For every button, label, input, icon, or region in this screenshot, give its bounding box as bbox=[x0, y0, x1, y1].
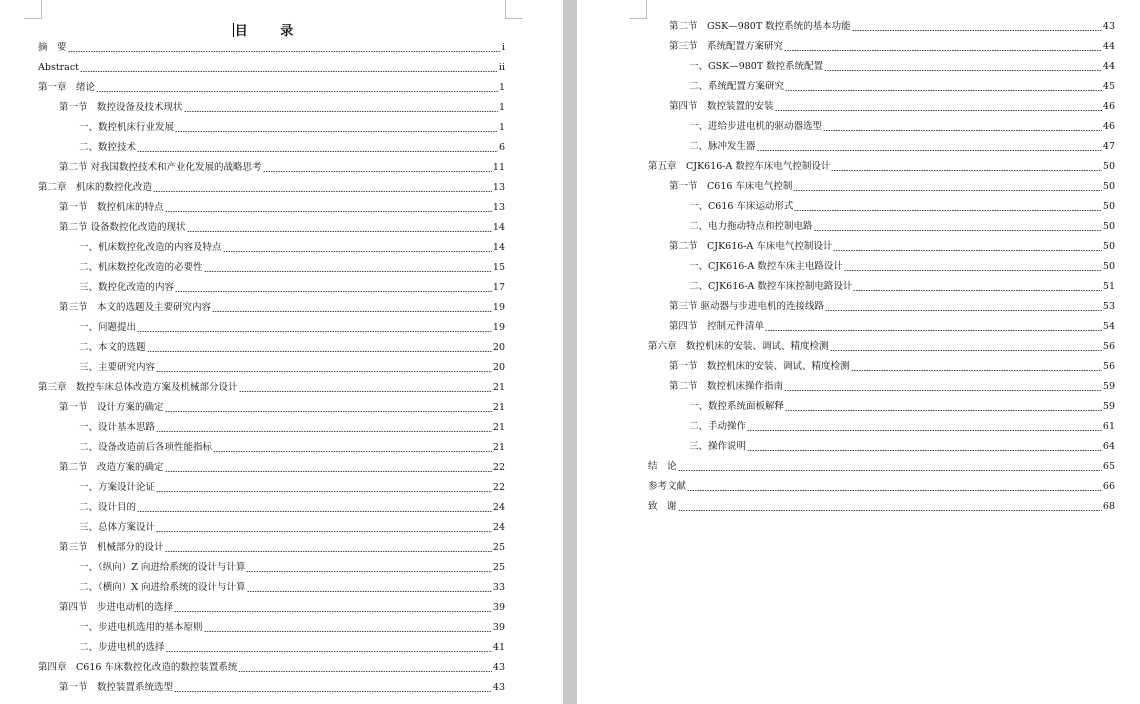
toc-entry-page: 54 bbox=[1102, 321, 1115, 332]
toc-leader-dots bbox=[156, 371, 492, 372]
toc-leader-dots bbox=[166, 651, 492, 652]
toc-entry-page: 59 bbox=[1102, 401, 1115, 412]
toc-entry[interactable] bbox=[59, 601, 505, 615]
toc-entry-page: 61 bbox=[1102, 421, 1115, 432]
toc-entry-title: 二、电力拖动特点和控制电路 bbox=[689, 221, 813, 232]
toc-entry-page: 65 bbox=[1102, 461, 1115, 472]
page-gutter bbox=[563, 0, 577, 704]
toc-entry-page: 19 bbox=[492, 302, 505, 313]
toc-leader-dots bbox=[156, 431, 492, 432]
toc-entry-title: 三、总体方案设计 bbox=[79, 522, 156, 533]
toc-entry-title: 一、问题提出 bbox=[79, 322, 137, 333]
toc-entry-title: 第一节 设计方案的确定 bbox=[59, 402, 164, 413]
toc-entry[interactable] bbox=[79, 421, 505, 435]
toc-entry[interactable] bbox=[59, 461, 505, 475]
document-page-left bbox=[0, 0, 563, 704]
toc-entry-page: 1 bbox=[498, 82, 505, 93]
toc-leader-dots bbox=[844, 270, 1102, 271]
toc-entry[interactable] bbox=[79, 581, 505, 595]
toc-entry-title: 第二节 CJK616-A 车床电气控制设计 bbox=[669, 241, 833, 252]
toc-entry[interactable] bbox=[79, 641, 505, 655]
toc-entry-page: 64 bbox=[1102, 441, 1115, 452]
toc-entry[interactable] bbox=[79, 281, 505, 295]
toc-entry-title: 二、本文的选题 bbox=[79, 342, 146, 353]
toc-leader-dots bbox=[174, 611, 492, 612]
toc-leader-dots bbox=[852, 30, 1102, 31]
toc-leader-dots bbox=[137, 511, 492, 512]
toc-leader-dots bbox=[833, 250, 1102, 251]
toc-entry[interactable] bbox=[38, 381, 505, 395]
toc-leader-dots bbox=[784, 390, 1102, 391]
toc-entry[interactable] bbox=[648, 500, 1115, 514]
toc-entry-page: 1 bbox=[498, 102, 505, 113]
toc-entry-title: 结 论 bbox=[648, 461, 677, 472]
toc-entry[interactable] bbox=[38, 661, 505, 675]
toc-entry-title: 第一节 数控机床的特点 bbox=[59, 202, 164, 213]
toc-entry-title: 第二节 GSK—980T 数控系统的基本功能 bbox=[669, 21, 851, 32]
toc-leader-dots bbox=[793, 190, 1101, 191]
toc-entry-page: 19 bbox=[492, 322, 505, 333]
toc-entry-page: 24 bbox=[492, 502, 505, 513]
toc-entry-page: 20 bbox=[492, 362, 505, 373]
toc-entry[interactable] bbox=[38, 181, 505, 195]
toc-entry[interactable] bbox=[669, 40, 1115, 54]
toc-entry[interactable] bbox=[689, 400, 1115, 414]
toc-entry-page: 14 bbox=[492, 222, 505, 233]
toc-entry-page: 50 bbox=[1102, 201, 1115, 212]
toc-entry-page: 50 bbox=[1102, 221, 1115, 232]
toc-entry-title: 二、步进电机的选择 bbox=[79, 642, 165, 653]
toc-entry-page: 53 bbox=[1102, 301, 1115, 312]
toc-entry-page: 14 bbox=[492, 242, 505, 253]
toc-entry-title: 第三节 机械部分的设计 bbox=[59, 542, 164, 553]
toc-entry[interactable] bbox=[648, 160, 1115, 174]
toc-leader-dots bbox=[147, 351, 492, 352]
toc-entry-page: 68 bbox=[1102, 501, 1115, 512]
toc-entry-title: 第四节 步进电动机的选择 bbox=[59, 602, 174, 613]
toc-leader-dots bbox=[156, 531, 492, 532]
toc-entry-title: 一、（纵向）Z 向进给系统的设计与计算 bbox=[79, 562, 246, 573]
toc-entry-title: 第一节 数控机床的安装、调试、精度检测 bbox=[669, 361, 850, 372]
toc-entry-page: 56 bbox=[1102, 361, 1115, 372]
toc-entry-title: 第三节 驱动器与步进电机的连接线路 bbox=[669, 301, 825, 312]
toc-entry[interactable] bbox=[689, 260, 1115, 274]
toc-entry[interactable] bbox=[669, 100, 1115, 114]
toc-entry-page: 25 bbox=[492, 562, 505, 573]
toc-entry-title: 三、操作说明 bbox=[689, 441, 747, 452]
toc-leader-dots bbox=[794, 210, 1101, 211]
toc-entry[interactable] bbox=[669, 300, 1115, 314]
toc-leader-dots bbox=[80, 71, 498, 72]
toc-entry-title: 三、数控化改造的内容 bbox=[79, 282, 175, 293]
toc-entry[interactable] bbox=[79, 441, 505, 455]
toc-entry-page: 43 bbox=[492, 682, 505, 693]
toc-entry[interactable] bbox=[38, 81, 505, 95]
toc-entry[interactable] bbox=[59, 681, 505, 695]
toc-entry[interactable] bbox=[669, 380, 1115, 394]
toc-entry-title: 二、数控技术 bbox=[79, 142, 137, 153]
toc-entry-title: 一、数控机床行业发展 bbox=[79, 122, 175, 133]
toc-entry-page: 39 bbox=[492, 602, 505, 613]
toc-entry-title: 第二节 设备数控化改造的现状 bbox=[59, 222, 186, 233]
toc-entry[interactable] bbox=[689, 200, 1115, 214]
toc-entry-page: 43 bbox=[1102, 21, 1115, 32]
toc-leader-dots bbox=[212, 311, 492, 312]
toc-entry-title: 第四章 C616 车床数控化改造的数控装置系统 bbox=[38, 662, 238, 673]
toc-entry[interactable] bbox=[79, 481, 505, 495]
toc-entry[interactable] bbox=[689, 80, 1115, 94]
toc-leader-dots bbox=[823, 130, 1102, 131]
toc-leader-dots bbox=[153, 191, 492, 192]
toc-entry-title: 第一节 数控设备及技术现状 bbox=[59, 102, 183, 113]
toc-leader-dots bbox=[747, 450, 1102, 451]
toc-leader-dots bbox=[687, 490, 1102, 491]
toc-entry-page: 15 bbox=[492, 262, 505, 273]
toc-entry-title: 第四节 数控装置的安装 bbox=[669, 101, 774, 112]
toc-entry-title: 一、进给步进电机的驱动器选型 bbox=[689, 121, 823, 132]
toc-entry-page: 13 bbox=[492, 202, 505, 213]
toc-entry[interactable] bbox=[648, 460, 1115, 474]
toc-entry-title: 一、数控系统面板解释 bbox=[689, 401, 785, 412]
toc-entry[interactable] bbox=[689, 140, 1115, 154]
toc-entry[interactable] bbox=[59, 541, 505, 555]
toc-entry-title: 第一节 C616 车床电气控制 bbox=[669, 181, 793, 192]
toc-entry-title: 第一章 绪论 bbox=[38, 82, 96, 93]
toc-entry-page: 11 bbox=[492, 162, 505, 173]
toc-entry-title: 一、方案设计论证 bbox=[79, 482, 156, 493]
toc-entry-title: 一、设计基本思路 bbox=[79, 422, 156, 433]
toc-entry[interactable] bbox=[38, 41, 505, 55]
toc-entry[interactable] bbox=[689, 220, 1115, 234]
toc-entry-page: 44 bbox=[1102, 41, 1115, 52]
toc-leader-dots bbox=[830, 350, 1102, 351]
toc-entry-title: 二、手动操作 bbox=[689, 421, 747, 432]
toc-leader-dots bbox=[213, 451, 492, 452]
toc-entry[interactable] bbox=[648, 480, 1115, 494]
toc-leader-dots bbox=[824, 70, 1102, 71]
toc-leader-dots bbox=[775, 110, 1102, 111]
toc-entry[interactable] bbox=[689, 120, 1115, 134]
toc-entry[interactable] bbox=[648, 340, 1115, 354]
toc-entry-page: 21 bbox=[492, 382, 505, 393]
toc-entry[interactable] bbox=[669, 360, 1115, 374]
toc-leader-dots bbox=[174, 691, 492, 692]
toc-entry-title: 第五章 CJK616-A 数控车床电气控制设计 bbox=[648, 161, 831, 172]
toc-entry-title: 二、脉冲发生器 bbox=[689, 141, 756, 152]
toc-leader-dots bbox=[757, 150, 1102, 151]
toc-entry[interactable] bbox=[669, 240, 1115, 254]
toc-entry-title: 三、主要研究内容 bbox=[79, 362, 156, 373]
toc-leader-dots bbox=[246, 571, 492, 572]
toc-entry-title: 第三章 数控车床总体改造方案及机械部分设计 bbox=[38, 382, 238, 393]
toc-leader-dots bbox=[137, 151, 498, 152]
toc-entry-page: 46 bbox=[1102, 101, 1115, 112]
toc-entry-page: 50 bbox=[1102, 161, 1115, 172]
toc-entry-page: 66 bbox=[1102, 481, 1115, 492]
toc-entry-page: 22 bbox=[492, 462, 505, 473]
toc-leader-dots bbox=[851, 370, 1102, 371]
toc-entry[interactable] bbox=[689, 60, 1115, 74]
toc-leader-dots bbox=[247, 591, 492, 592]
toc-leader-dots bbox=[238, 671, 491, 672]
toc-entry-title: 第六章 数控机床的安装、调试、精度检测 bbox=[648, 341, 829, 352]
toc-leader-dots bbox=[853, 290, 1102, 291]
toc-entry-page: 33 bbox=[492, 582, 505, 593]
toc-entry[interactable] bbox=[79, 241, 505, 255]
toc-entry[interactable] bbox=[59, 401, 505, 415]
toc-entry-title: 二、机床数控化改造的必要性 bbox=[79, 262, 203, 273]
toc-entry-page: 59 bbox=[1102, 381, 1115, 392]
toc-leader-dots bbox=[784, 50, 1102, 51]
toc-title: 目 录 bbox=[0, 20, 540, 39]
toc-entry-title: 第二节 对我国数控技术和产业化发展的战略思考 bbox=[59, 162, 262, 173]
toc-leader-dots bbox=[175, 291, 492, 292]
toc-leader-dots bbox=[165, 211, 492, 212]
toc-entry-title: 第三节 系统配置方案研究 bbox=[669, 41, 784, 52]
toc-entry[interactable] bbox=[79, 121, 505, 135]
toc-leader-dots bbox=[831, 170, 1102, 171]
toc-entry[interactable] bbox=[79, 501, 505, 515]
toc-entry-title: 二、系统配置方案研究 bbox=[689, 81, 785, 92]
toc-entry[interactable] bbox=[79, 321, 505, 335]
toc-entry-title: 第一节 数控装置系统选型 bbox=[59, 682, 174, 693]
toc-leader-dots bbox=[175, 131, 498, 132]
toc-entry[interactable] bbox=[79, 361, 505, 375]
toc-leader-dots bbox=[165, 411, 492, 412]
toc-leader-dots bbox=[747, 430, 1102, 431]
toc-entry-page: 22 bbox=[492, 482, 505, 493]
toc-entry-title: 第二节 数控机床操作指南 bbox=[669, 381, 784, 392]
toc-entry-page: 47 bbox=[1102, 141, 1115, 152]
toc-entry-page: 21 bbox=[492, 422, 505, 433]
toc-entry-page: 45 bbox=[1102, 81, 1115, 92]
toc-entry[interactable] bbox=[689, 420, 1115, 434]
toc-leader-dots bbox=[263, 171, 492, 172]
toc-entry-title: 一、GSK—980T 数控系统配置 bbox=[689, 61, 824, 72]
toc-entry-title: 第二节 改造方案的确定 bbox=[59, 462, 164, 473]
toc-leader-dots bbox=[156, 491, 492, 492]
toc-entry-title: 一、步进电机选用的基本原则 bbox=[79, 622, 203, 633]
toc-entry[interactable] bbox=[79, 261, 505, 275]
toc-entry-title: 第四节 控制元件清单 bbox=[669, 321, 765, 332]
toc-leader-dots bbox=[825, 310, 1102, 311]
toc-entry-page: 50 bbox=[1102, 241, 1115, 252]
toc-entry[interactable] bbox=[669, 180, 1115, 194]
toc-entry-page: 24 bbox=[492, 522, 505, 533]
toc-entry-title: Abstract bbox=[38, 62, 79, 73]
toc-entry[interactable] bbox=[669, 320, 1115, 334]
toc-entry-page: 17 bbox=[492, 282, 505, 293]
toc-leader-dots bbox=[96, 91, 498, 92]
toc-entry-title: 二、设备改造前后各项性能指标 bbox=[79, 442, 213, 453]
toc-entry[interactable] bbox=[59, 221, 505, 235]
toc-entry[interactable] bbox=[689, 440, 1115, 454]
toc-entry-title: 一、CJK616-A 数控车床主电路设计 bbox=[689, 261, 843, 272]
toc-entry-page: 50 bbox=[1102, 261, 1115, 272]
toc-entry[interactable] bbox=[79, 621, 505, 635]
toc-leader-dots bbox=[785, 90, 1102, 91]
toc-entry-page: 39 bbox=[492, 622, 505, 633]
toc-entry-title: 致 谢 bbox=[648, 501, 677, 512]
toc-entry[interactable] bbox=[79, 341, 505, 355]
toc-leader-dots bbox=[165, 551, 492, 552]
toc-leader-dots bbox=[678, 510, 1102, 511]
toc-entry-title: 第三节 本文的选题及主要研究内容 bbox=[59, 302, 212, 313]
toc-entry-page: 43 bbox=[492, 662, 505, 673]
toc-leader-dots bbox=[187, 231, 492, 232]
toc-entry-title: 第二章 机床的数控化改造 bbox=[38, 182, 153, 193]
toc-entry-page: 50 bbox=[1102, 181, 1115, 192]
toc-leader-dots bbox=[204, 271, 492, 272]
toc-leader-dots bbox=[765, 330, 1102, 331]
toc-entry[interactable] bbox=[669, 20, 1115, 34]
toc-leader-dots bbox=[204, 631, 492, 632]
toc-leader-dots bbox=[678, 470, 1102, 471]
document-page-right bbox=[577, 0, 1140, 704]
toc-entry-title: 参考文献 bbox=[648, 481, 687, 492]
toc-entry[interactable] bbox=[38, 61, 505, 75]
toc-entry-title: 二、设计目的 bbox=[79, 502, 137, 513]
toc-entry-page: 25 bbox=[492, 542, 505, 553]
toc-entry-page: 1 bbox=[498, 122, 505, 133]
toc-entry-page: i bbox=[501, 42, 505, 53]
toc-leader-dots bbox=[223, 251, 492, 252]
toc-leader-dots bbox=[184, 111, 498, 112]
toc-entry[interactable] bbox=[79, 141, 505, 155]
toc-entry-title: 一、机床数控化改造的内容及特点 bbox=[79, 242, 222, 253]
toc-entry-page: 6 bbox=[498, 142, 505, 153]
toc-leader-dots bbox=[785, 410, 1102, 411]
toc-entry-page: 21 bbox=[492, 402, 505, 413]
toc-entry-title: 一、C616 车床运动形式 bbox=[689, 201, 794, 212]
toc-entry-page: 56 bbox=[1102, 341, 1115, 352]
toc-entry-page: 13 bbox=[492, 182, 505, 193]
toc-entry-page: 46 bbox=[1102, 121, 1115, 132]
toc-entry[interactable] bbox=[59, 161, 505, 175]
toc-entry-page: 20 bbox=[492, 342, 505, 353]
toc-entry-page: 51 bbox=[1102, 281, 1115, 292]
toc-entry-page: 41 bbox=[492, 642, 505, 653]
toc-entry[interactable] bbox=[79, 561, 505, 575]
toc-entry-title: 摘 要 bbox=[38, 42, 67, 53]
toc-entry[interactable] bbox=[59, 301, 505, 315]
toc-entry-title: 二、（横向）X 向进给系统的设计与计算 bbox=[79, 582, 246, 593]
toc-entry[interactable] bbox=[689, 280, 1115, 294]
toc-entry[interactable] bbox=[59, 201, 505, 215]
toc-leader-dots bbox=[137, 331, 492, 332]
toc-entry-page: 21 bbox=[492, 442, 505, 453]
toc-entry-page: 44 bbox=[1102, 61, 1115, 72]
toc-leader-dots bbox=[814, 230, 1102, 231]
toc-entry-title: 二、CJK616-A 数控车床控制电路设计 bbox=[689, 281, 853, 292]
toc-leader-dots bbox=[68, 51, 501, 52]
toc-entry-page: ii bbox=[498, 62, 505, 73]
toc-leader-dots bbox=[165, 471, 492, 472]
toc-leader-dots bbox=[239, 391, 492, 392]
toc-entry[interactable] bbox=[79, 521, 505, 535]
toc-entry[interactable] bbox=[59, 101, 505, 115]
